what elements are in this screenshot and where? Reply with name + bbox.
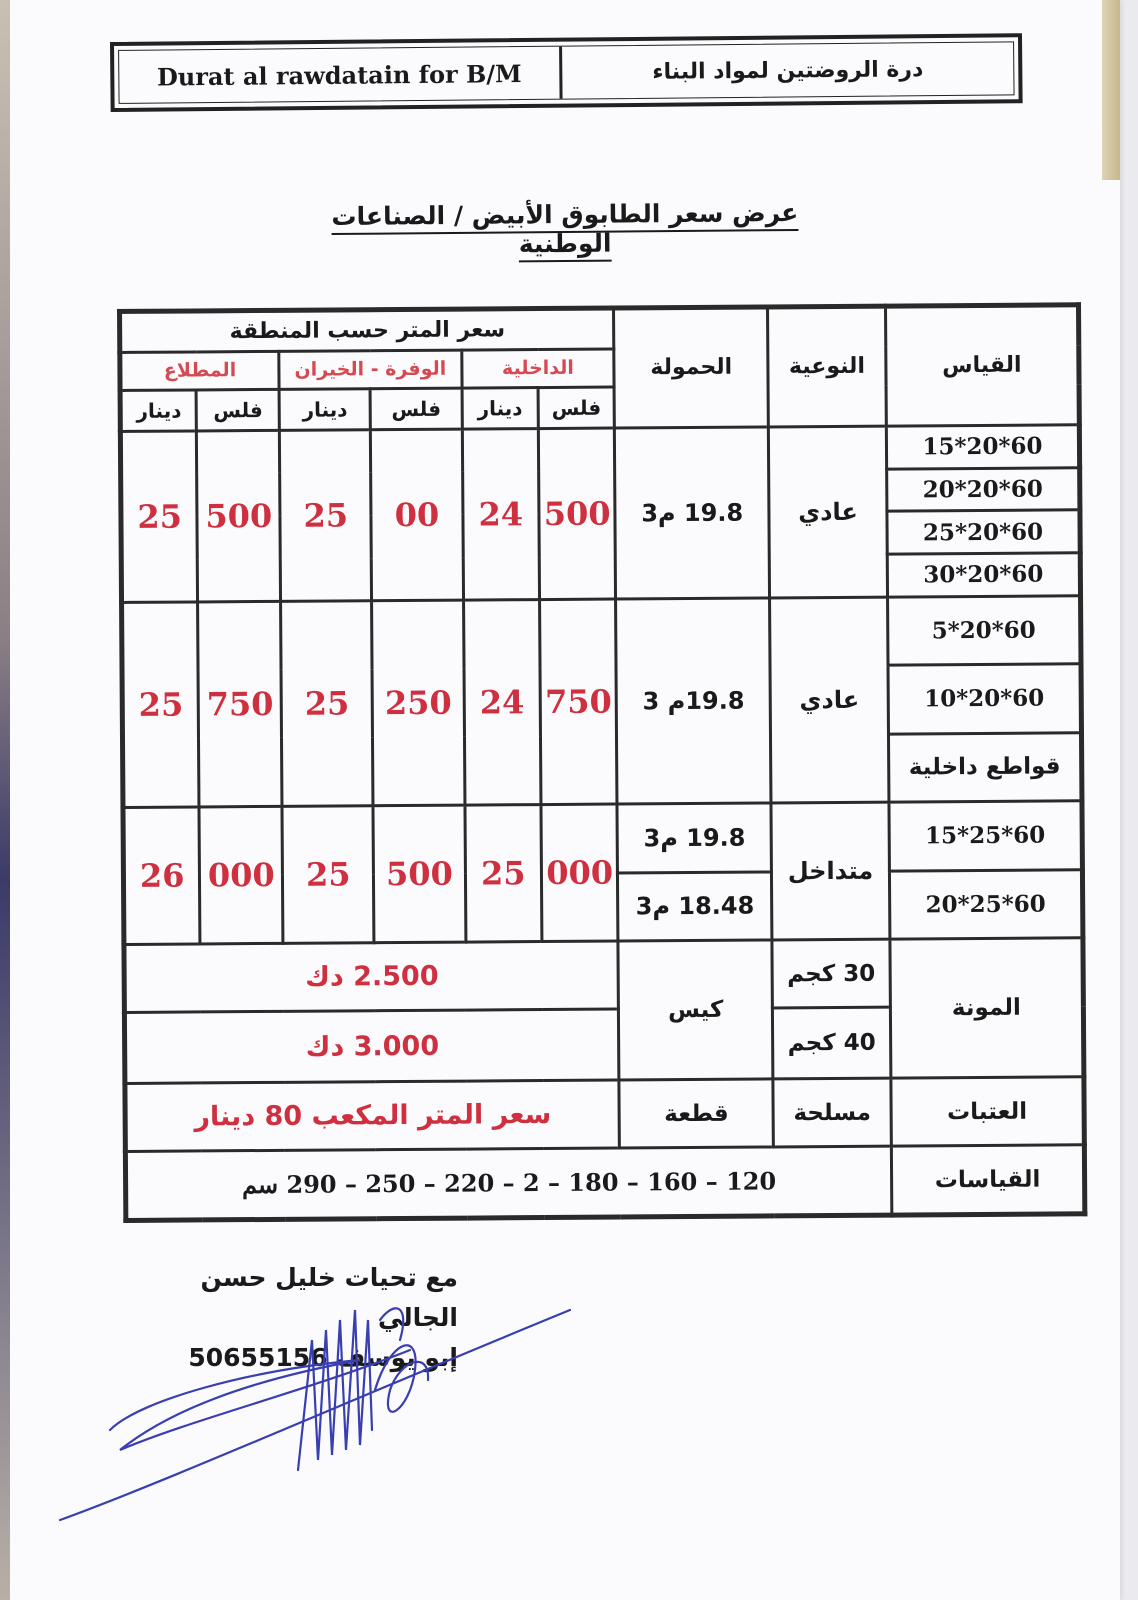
lengths-label: القياسات: [891, 1145, 1085, 1215]
load-cell: 18.48 م3: [618, 871, 772, 941]
background-edge: [0, 0, 10, 1600]
price-dinar: 25: [122, 602, 200, 808]
background-edge: [1102, 0, 1120, 180]
price-fils: 250: [372, 600, 465, 806]
type-cell: عادي: [769, 426, 888, 598]
header-type: النوعية: [768, 306, 887, 427]
header-price-by-region: سعر المتر حسب المنطقة: [120, 308, 615, 352]
header-load: الحمولة: [614, 307, 769, 428]
mortar-unit: كيس: [618, 940, 773, 1080]
region-mutlaa: المطلاع: [120, 351, 279, 391]
unit-fils: فلس: [197, 389, 280, 430]
size-cell: 5*20*60: [887, 596, 1081, 666]
region-wafra-khiran: الوفرة - الخيران: [279, 350, 462, 390]
size-cell: 15*20*60: [886, 425, 1079, 469]
price-fils: 00: [371, 429, 463, 601]
company-name-en: Durat al rawdatain for B/M: [119, 47, 562, 103]
unit-dinar: دينار: [279, 389, 371, 430]
load-cell: 19.8م 3: [616, 598, 771, 804]
price-dinar: 25: [282, 806, 374, 944]
price-fils: 500: [197, 430, 281, 602]
greeting-text: مع تحيات خليل حسن الجالي: [200, 1263, 458, 1332]
load-cell: 19.8 م3: [617, 803, 771, 873]
unit-dinar: دينار: [462, 388, 539, 429]
unit-dinar: دينار: [120, 390, 197, 431]
type-cell: عادي: [770, 597, 889, 803]
mortar-label: المونة: [890, 938, 1084, 1078]
contact-text: إبو يوسف 50655156: [188, 1343, 458, 1372]
type-cell: متداخل: [771, 802, 890, 940]
size-cell: 20*20*60: [887, 467, 1080, 511]
price-fils: 500: [538, 428, 616, 600]
document-sheet: [10, 0, 1120, 1600]
lintels-type: مسلحة: [773, 1078, 891, 1147]
price-fils: 000: [541, 804, 618, 941]
price-dinar: 25: [280, 429, 372, 601]
mortar-weight: 40 كجم: [773, 1008, 891, 1079]
mortar-price: 2.500 دك: [124, 941, 619, 1013]
unit-fils: فلس: [370, 388, 462, 429]
lintels-unit: قطعة: [619, 1079, 773, 1149]
document-title: عرض سعر الطابوق الأبيض / الصناعات الوطنية: [331, 197, 799, 259]
company-header: [110, 33, 1023, 112]
price-table: [117, 302, 1087, 1223]
lintels-price: سعر المتر المكعب 80 دينار: [125, 1080, 620, 1152]
size-cell: 20*25*60: [889, 869, 1083, 939]
price-dinar: 24: [463, 599, 541, 805]
size-cell: 25*20*60: [887, 510, 1080, 554]
price-dinar: 25: [281, 601, 374, 807]
price-fils: 750: [198, 601, 282, 807]
handwritten-signature: [50, 1280, 610, 1540]
size-cell: 15*25*60: [889, 801, 1083, 871]
price-dinar: 25: [465, 805, 542, 942]
mortar-weight: 30 كجم: [772, 939, 890, 1008]
price-fils: 750: [540, 599, 618, 805]
header-size: القياس: [885, 305, 1079, 426]
price-dinar: 24: [462, 428, 540, 600]
unit-fils: فلس: [538, 387, 615, 428]
price-dinar: 26: [123, 807, 200, 944]
lengths-values: 120 – 160 – 180 – 2 – 220 – 250 – 290 سم: [125, 1147, 891, 1221]
size-cell: قواطع داخلية: [888, 732, 1082, 802]
price-dinar: 25: [120, 431, 198, 603]
load-cell: 19.8 م3: [615, 427, 770, 599]
region-interior: الداخلية: [461, 349, 614, 389]
company-name-ar: درة الروضتين لمواد البناء: [652, 56, 924, 85]
mortar-price: 3.000 دك: [124, 1009, 619, 1083]
size-cell: 30*20*60: [887, 553, 1080, 597]
lintels-label: العتبات: [891, 1077, 1085, 1147]
price-fils: 000: [199, 806, 283, 943]
size-cell: 10*20*60: [888, 664, 1082, 734]
price-fils: 500: [373, 805, 465, 943]
